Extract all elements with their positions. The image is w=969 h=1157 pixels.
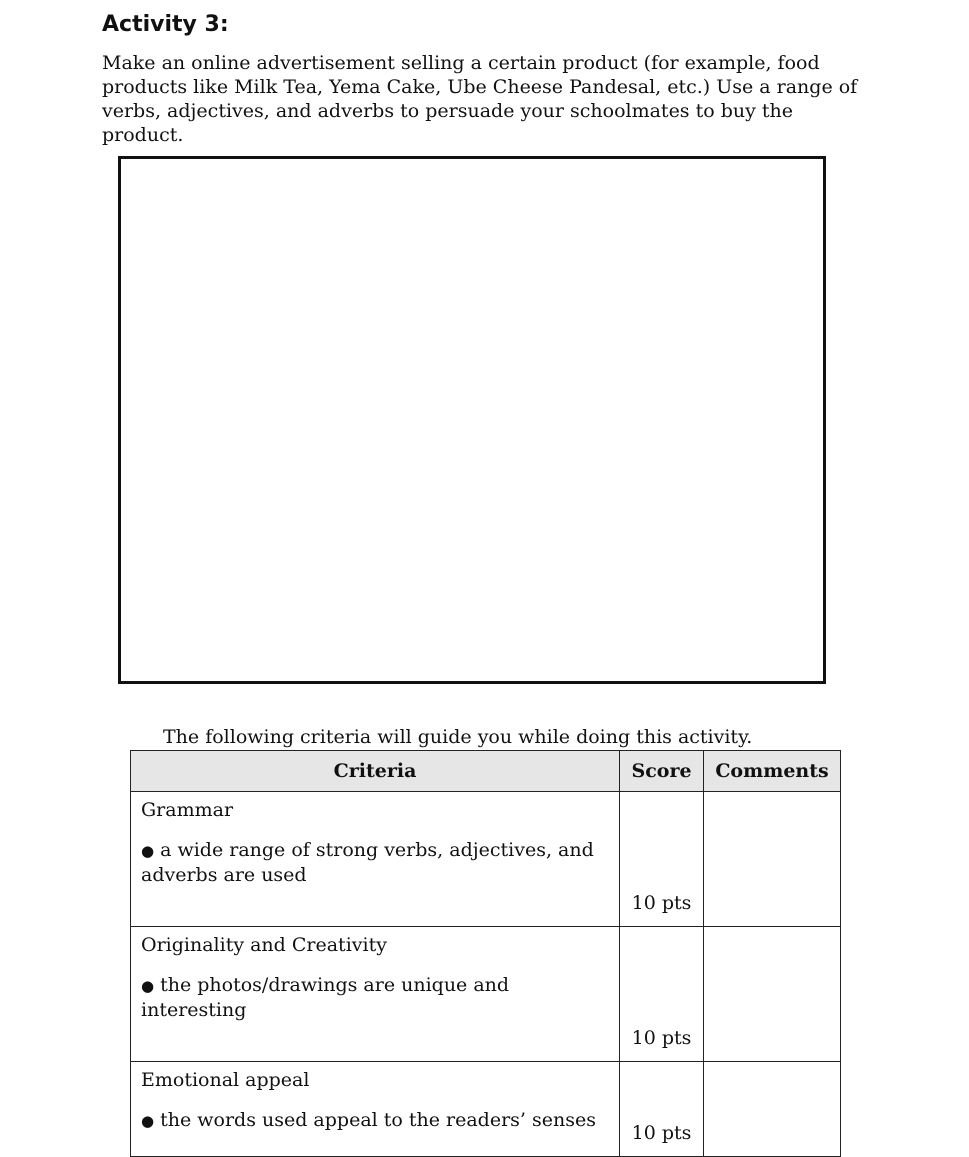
criteria-cell <box>131 927 620 1062</box>
score-header: Score <box>620 751 704 792</box>
score-cell: 10 pts <box>620 927 704 1062</box>
bullet-icon: ● <box>141 977 155 995</box>
criteria-cell <box>131 792 620 927</box>
criterion-detail-text: the words used appeal to the readers’ senses <box>160 1109 596 1131</box>
comments-cell[interactable] <box>704 927 841 1062</box>
criterion-detail <box>141 838 609 887</box>
comments-header: Comments <box>704 751 841 792</box>
comments-cell[interactable] <box>704 1062 841 1157</box>
criterion-detail-text: a wide range of strong verbs, adjectives, and adverbs are used <box>141 839 594 886</box>
table-row <box>131 1062 841 1157</box>
score-cell: 10 pts <box>620 1062 704 1157</box>
rubric-table <box>130 750 841 1157</box>
criteria-cell <box>131 1062 620 1157</box>
bullet-icon: ● <box>141 842 155 860</box>
criterion-detail-text: the photos/drawings are unique and interesting <box>141 974 510 1021</box>
criterion-name: Grammar <box>141 799 234 821</box>
criterion-name: Originality and Creativity <box>141 934 387 956</box>
comments-cell[interactable] <box>704 792 841 927</box>
rubric-caption: The following criteria will guide you while doing this activity. <box>163 726 753 748</box>
score-cell: 10 pts <box>620 792 704 927</box>
activity-title: Activity 3: <box>102 12 229 37</box>
criterion-name: Emotional appeal <box>141 1069 310 1091</box>
criterion-detail <box>141 1108 609 1133</box>
table-row <box>131 927 841 1062</box>
table-row <box>131 792 841 927</box>
rubric-header-row <box>131 751 841 792</box>
activity-instructions: Make an online advertisement selling a certain product (for example, food products like Milk Tea, Yema Cake, Ube Cheese Pandesal, etc.) Use a range of verbs, adjectives, and adverbs to persuade your schoolmates to buy the product. <box>102 52 858 146</box>
criterion-detail <box>141 973 609 1022</box>
bullet-icon: ● <box>141 1112 155 1130</box>
advertisement-answer-box[interactable] <box>118 156 826 684</box>
criteria-header: Criteria <box>131 751 620 792</box>
